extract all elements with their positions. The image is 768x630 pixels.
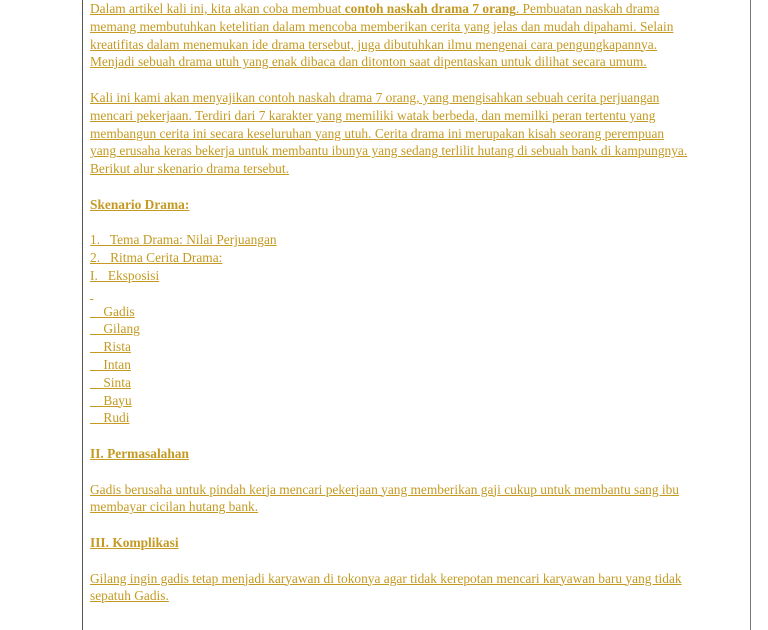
blank-line[interactable]: [90, 285, 690, 303]
eksposisi-line[interactable]: I. Eksposisi: [90, 267, 160, 283]
character-rudi[interactable]: Rudi: [90, 410, 130, 426]
character-gadis[interactable]: Gadis: [90, 303, 135, 319]
komplikasi-paragraph[interactable]: Gilang ingin gadis tetap menjadi karyawan di tokonya agar tidak kerepotan mencari karyawan baru yang tidak sepatuh Gadis.: [90, 570, 682, 604]
character-bayu[interactable]: Bayu: [90, 392, 132, 408]
permasalahan-heading-text: II. Permasalahan: [90, 445, 189, 461]
skenario-heading[interactable]: [90, 196, 690, 214]
intro-text-end: . Pembuatan naskah drama memang membutuhkan ketelitian dalam mencoba memberikan cerita yang jelas dan mudah dipahami. Selain kreatifitas dalam menemukan ide drama tersebut, juga dibutuhkan ilmu mengenai cara pengungkapannya. Menjadi sebuah drama utuh yang enak dibaca dan ditonton saat dipentaskan untuk dilihat secara umum.: [90, 1, 674, 70]
character-sinta[interactable]: Sinta: [90, 374, 131, 390]
left-border-line: [82, 0, 83, 630]
right-border-line: [750, 0, 751, 630]
intro-paragraph-2[interactable]: Kali ini kami akan menyajikan contoh naskah drama 7 orang, yang mengisahkan sebuah cerita perjuangan mencari pekerjaan. Terdiri dari 7 karakter yang memiliki watak berbeda, dan memilki peran tertentu yang membangun cerita ini secara keseluruhan yang utuh. Cerita drama ini merupakan kisah seorang perempuan yang erusaha keras bekerja untuk membantu ibunya yang sedang terlilit hutang di sebuah bank di kampungnya. Berikut alur skenario drama tersebut.: [90, 89, 688, 177]
character-intan[interactable]: Intan: [90, 356, 131, 372]
intro-text-start: Dalam artikel kali ini, kita akan coba membuat: [90, 1, 345, 16]
article-body: [90, 0, 690, 605]
komplikasi-heading-text: III. Komplikasi: [90, 534, 179, 550]
tema-line[interactable]: 1. Tema Drama: Nilai Perjuangan: [90, 232, 277, 248]
ritma-line[interactable]: 2. Ritma Cerita Drama:: [90, 250, 223, 266]
permasalahan-paragraph[interactable]: Gadis berusaha untuk pindah kerja mencari pekerjaan yang memberikan gaji cukup untuk membantu sang ibu membayar cicilan hutang bank.: [90, 481, 680, 515]
komplikasi-heading[interactable]: [90, 534, 690, 552]
intro-paragraph-1[interactable]: [90, 0, 690, 71]
character-rista[interactable]: Rista: [90, 339, 131, 355]
intro-keyword: contoh naskah drama 7 orang: [344, 1, 516, 16]
character-gilang[interactable]: Gilang: [90, 321, 140, 337]
permasalahan-heading[interactable]: [90, 445, 690, 463]
skenario-heading-text: Skenario Drama:: [90, 196, 190, 212]
